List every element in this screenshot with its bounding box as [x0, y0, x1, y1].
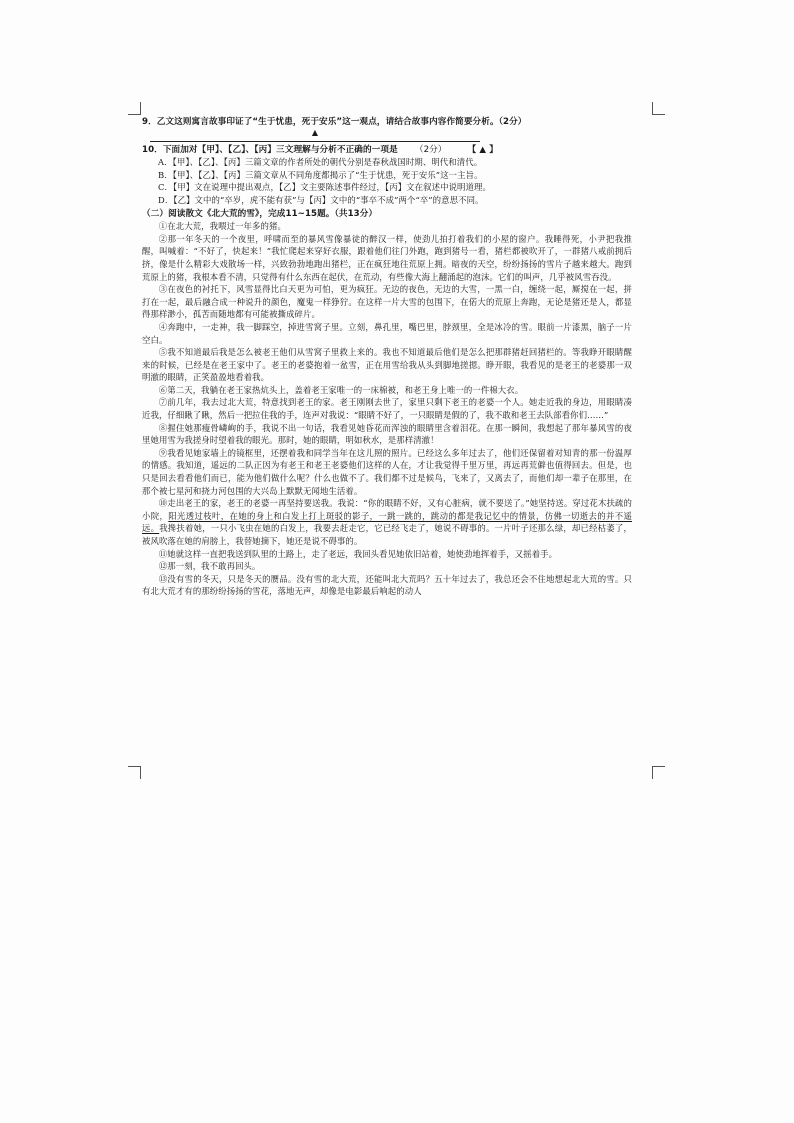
crop-mark-bottom-right	[652, 766, 665, 779]
section-title: （二）阅读散文《北大荒的雪》，完成11~15题。（共13分）	[142, 208, 378, 219]
crop-mark-top-left	[128, 102, 141, 115]
paragraph-11: ⑪她就这样一直把我送到队里的土路上，走了老远，我回头看见她依旧站着，她使劲地挥着手，又摇着手。	[158, 548, 558, 559]
paragraph-7: ⑦前几年，我去过北大荒，特意找到老王的家。老王刚刚去世了，家里只剩下老王的老婆一个人。她走近我的身边，用眼睛凑近我，仔细瞅了瞅，然后一把拉住我的手，连声对我说：“眼睛不好了，一只眼睛是假的了，我不敢和老王去队部看你们……”	[142, 397, 632, 421]
paragraph-3: ③在夜色的衬托下，风雪显得比白天更为可怕，更为疯狂。无边的夜色，无边的大雪，一黑一白，缠绕一起，厮搅在一起，拼打在一起，最后融合成一种说升的颜色，魔鬼一样狰狞。在这样一片大雪的包围下，在偌大的荒原上奔跑，无论是猪还是人，都显得那样渺小，孤苦而随地都有可能被撕成碎片。	[142, 284, 632, 320]
paragraph-9: ⑨我看见她家墙上的镜框里，还摆着我和同学当年在这儿照的照片。已经这么多年过去了，他们还保留着对知青的那一份温厚的情感。我知道，遥远的二队正因为有老王和老王老婆他们这样的人在，才让我觉得千里万里，再远再荒僻也值得回去。但是，也只是回去看看他们而已，能为他们做什么呢？什么也做不了。我们都不过是候鸟，飞来了，又离去了，而他们却一辈子在那里，在那个被七星河和挠力河包围的大兴岛上默默无闻地生活着。	[142, 447, 632, 496]
exam-content	[142, 116, 632, 598]
question-10-stem	[142, 144, 632, 157]
crop-mark-top-right	[652, 102, 665, 115]
paragraph-8: ⑧握住她那瘦骨嶙峋的手，我说不出一句话，我看见她昏花而浑浊的眼睛里含着泪花。在那一瞬间，我想起了那年暴风雪的夜里她用雪为我搓身时望着我的眼光。那时，她的眼睛，明如秋水，是那样清澈！	[142, 422, 632, 446]
paragraph-2: ②那一年冬天的一个夜里，呼啸而至的暴风雪像暴徒的醉汉一样，使劲儿拍打着我们的小屋的窗户。我睡得死，小尹把我推醒，叫喊着：“不好了，快起来！”我忙爬起来穿好衣服，跟着他们往门外跑，跑到猪号一看，猪栏都被吹开了，一群猪八戒前拥后挤，像是什么精彩大戏散场一样，兴致勃勃地跑出猪栏，正在疯狂地往荒原上拥。暗夜的天空，纷纷扬扬的雪片子越来越大。跑到荒原上的猪，我根本看不清，只觉得有什么东西在起伏，在荒动，有些像大海上翻涌起的泡沫。它们的叫声，几乎被风雪吞没。	[142, 233, 632, 282]
question-9-text: 乙文这则寓言故事印证了“生于忧患，死于安乐”这一观点，请结合故事内容作简要分析。（2分）	[156, 117, 527, 127]
option-b: B．【甲】、【乙】、【丙】三篇文章从不同角度都揭示了“生于忧患，死于安乐”这一主旨。	[158, 169, 483, 180]
question-9-number: 9．	[142, 117, 157, 127]
paragraph-1: ①在北大荒，我喂过一年多的猪。	[158, 221, 286, 232]
question-10-answer-bracket[interactable]: 【 ▲ 】	[467, 144, 498, 155]
answer-mark: ▲	[311, 127, 319, 137]
question-9-answer-line[interactable]	[150, 127, 480, 142]
paragraph-12: ⑫那一刻，我不敢再回头。	[158, 561, 261, 572]
option-c: C．【甲】文在说理中提出观点，【乙】文主要陈述事件经过，【丙】文在叙述中说明道理。	[158, 182, 491, 193]
underlined-sentence: 阳光透过枝叶，在她的身上和白发上打上斑驳的影子，一跳一跳的，跳动的都是我记忆中的情景，仿佛一切逝去的并不遥远。	[142, 510, 632, 534]
paragraph-10-start: ⑩走出老王的家，老王的老婆一再坚持要送我。我说：“你的眼睛不好，又有心脏病，就不要送了。”她坚持送。穿过花木扶疏的小院，	[142, 498, 632, 521]
crop-mark-bottom-left	[128, 766, 141, 779]
paragraph-6: ⑥第二天，我躺在老王家热炕头上，盖着老王家唯一的一床棉被，和老王身上唯一的一件棉大衣。	[158, 384, 524, 395]
option-d: D．【乙】文中的“卒岁，虎不能有获”与【丙】文中的“事卒不成”两个“卒”的意思不同。	[158, 194, 484, 205]
question-10-score: （2分）	[414, 144, 447, 155]
paragraph-4: ④奔跑中，一走神，我一脚踩空，掉进雪窝子里。立刻，鼻孔里，嘴巴里，脖颈里，全是冰冷的雪。眼前一片漆黑，脑子一片空白。	[142, 321, 632, 345]
paragraph-13: ⑬没有雪的冬天，只是冬天的赝品。没有雪的北大荒，还能叫北大荒吗？五十年过去了，我总还会不住地想起北大荒的雪。只有北大荒才有的那纷纷扬扬的雪花，落地无声，却像是电影最后响起的动人	[142, 573, 632, 597]
option-a: A．【甲】、【乙】、【丙】三篇文章的作者所处的朝代分别是春秋战国时期、明代和清代。	[158, 157, 483, 168]
paragraph-10	[142, 497, 632, 547]
paragraph-10-end: 我搀扶着她，一只小飞虫在她的白发上，我要去赶走它，它已经飞走了，她说不碍事的。一片叶子还那么绿，却已经枯萎了，被风吹落在她的肩膀上，我替她摘下，她还是说不碍事的。	[142, 523, 632, 546]
question-9	[142, 116, 632, 129]
paragraph-5: ⑤我不知道最后我是怎么被老王他们从雪窝子里救上来的。我也不知道最后他们是怎么把那群猪赶回猪栏的。等我睁开眼睛醒来的时候，已经是在老王家中了。老王的老婆抱着一盆雪，正在用雪给我从头到脚地搓摁。睁开眼，我看见的是老王的老婆那一双明澈的眼睛，正笑盈盈地看着我。	[142, 347, 632, 383]
question-10-text: 10．下面加对【甲】、【乙】、【丙】三文理解与分析不正确的一项是	[142, 144, 398, 155]
